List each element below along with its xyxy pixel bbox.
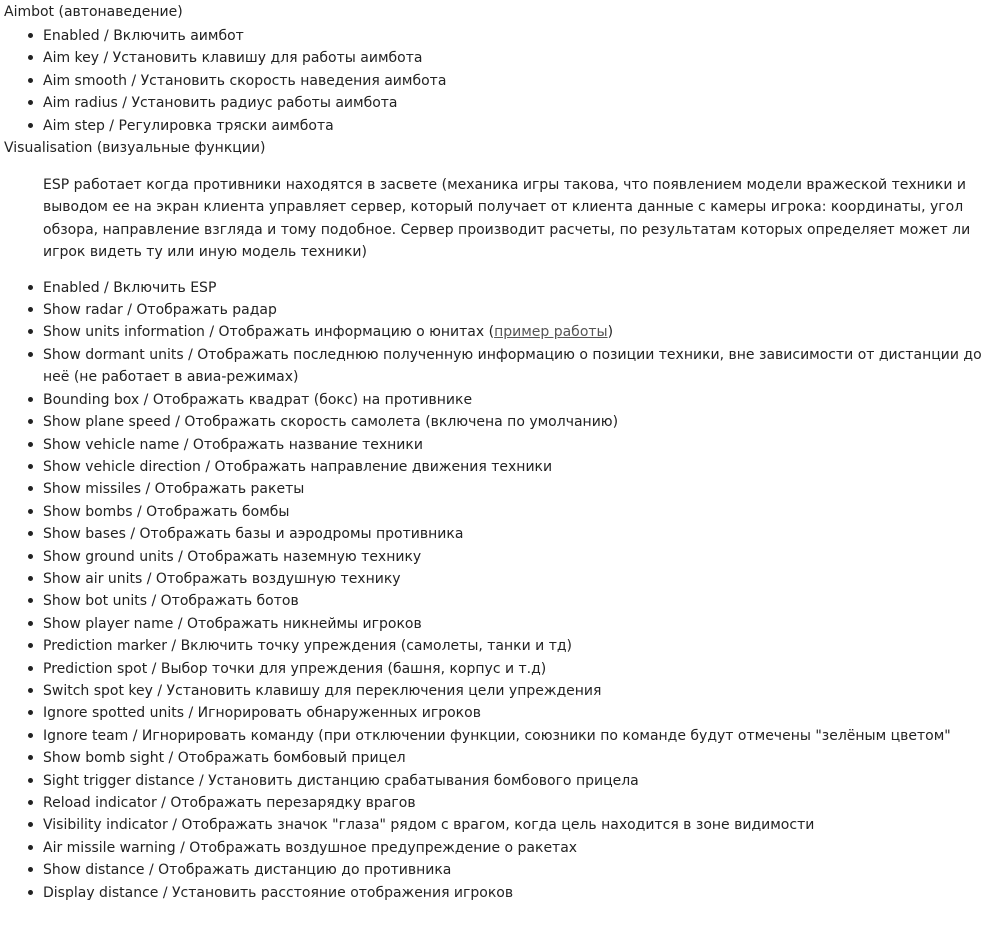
list-item-units-information [4,321,1008,343]
list-item: Show air units / Отображать воздушную технику [4,568,1008,590]
list-item: Show bomb sight / Отображать бомбовый прицел [4,747,1008,769]
list-item: Show distance / Отображать дистанцию до противника [4,859,1008,881]
list-item: Show bases / Отображать базы и аэродромы противника [4,523,1008,545]
list-item: Show bot units / Отображать ботов [4,590,1008,612]
visualisation-section-title: Visualisation (визуальные функции) [4,140,266,157]
list-item: Aim key / Установить клавишу для работы аимбота [4,47,1008,69]
list-item: Show ground units / Отображать наземную технику [4,546,1008,568]
example-link[interactable]: пример работы [494,324,608,341]
list-item: Ignore spotted units / Игнорировать обнаруженных игроков [4,702,1008,724]
visualisation-feature-list [4,277,1008,904]
list-item: Show dormant units / Отображать последнюю полученную информацию о позиции техники, вне зависимости от дистанции до неё (не работает в авиа-режимах) [4,344,1008,389]
list-item: Show player name / Отображать никнеймы игроков [4,613,1008,635]
list-item: Reload indicator / Отображать перезарядку врагов [4,792,1008,814]
list-item: Aim smooth / Установить скорость наведения аимбота [4,70,1008,92]
list-item: Visibility indicator / Отображать значок "глаза" рядом с врагом, когда цель находится в зоне видимости [4,814,1008,836]
list-item: Display distance / Установить расстояние отображения игроков [4,882,1008,904]
list-item: Show missiles / Отображать ракеты [4,478,1008,500]
aimbot-feature-list [4,25,1008,137]
list-item: Enabled / Включить аимбот [4,25,1008,47]
list-item: Ignore team / Игнорировать команду (при отключении функции, союзники по команде будут отмечены "зелёным цветом" [4,725,1008,747]
list-item: Aim step / Регулировка тряски аимбота [4,115,1008,137]
list-item: Show plane speed / Отображать скорость самолета (включена по умолчанию) [4,411,1008,433]
units-info-text: Show units information / Отображать информацию о юнитах ( [43,324,495,341]
list-item: Show vehicle name / Отображать название техники [4,434,1008,456]
list-item: Enabled / Включить ESP [4,277,1008,299]
list-item: Bounding box / Отображать квадрат (бокс) на противнике [4,389,1008,411]
list-item: Prediction spot / Выбор точки для упреждения (башня, корпус и т.д) [4,658,1008,680]
list-item: Show vehicle direction / Отображать направление движения техники [4,456,1008,478]
aimbot-section-title: Aimbot (автонаведение) [4,4,183,20]
list-item: Show radar / Отображать радар [4,299,1008,321]
esp-description: ESP работает когда противники находятся в засвете (механика игры такова, что появлением модели вражеской техники и выводом ее на экран клиента управляет сервер, который получает от клиента данные с камеры игрока: координаты, угол обзора, направление взгляда и тому подобное. Сервер производит расчеты, по результатам которых определяет может ли игрок видеть ту или иную модель техники) [43,177,971,261]
list-item: Show bombs / Отображать бомбы [4,501,1008,523]
list-item: Air missile warning / Отображать воздушное предупреждение о ракетах [4,837,1008,859]
list-item: Sight trigger distance / Установить дистанцию срабатывания бомбового прицела [4,770,1008,792]
list-item: Aim radius / Установить радиус работы аимбота [4,92,1008,114]
list-item: Switch spot key / Установить клавишу для переключения цели упреждения [4,680,1008,702]
units-info-text-end: ) [607,324,614,341]
list-item: Prediction marker / Включить точку упреждения (самолеты, танки и тд) [4,635,1008,657]
